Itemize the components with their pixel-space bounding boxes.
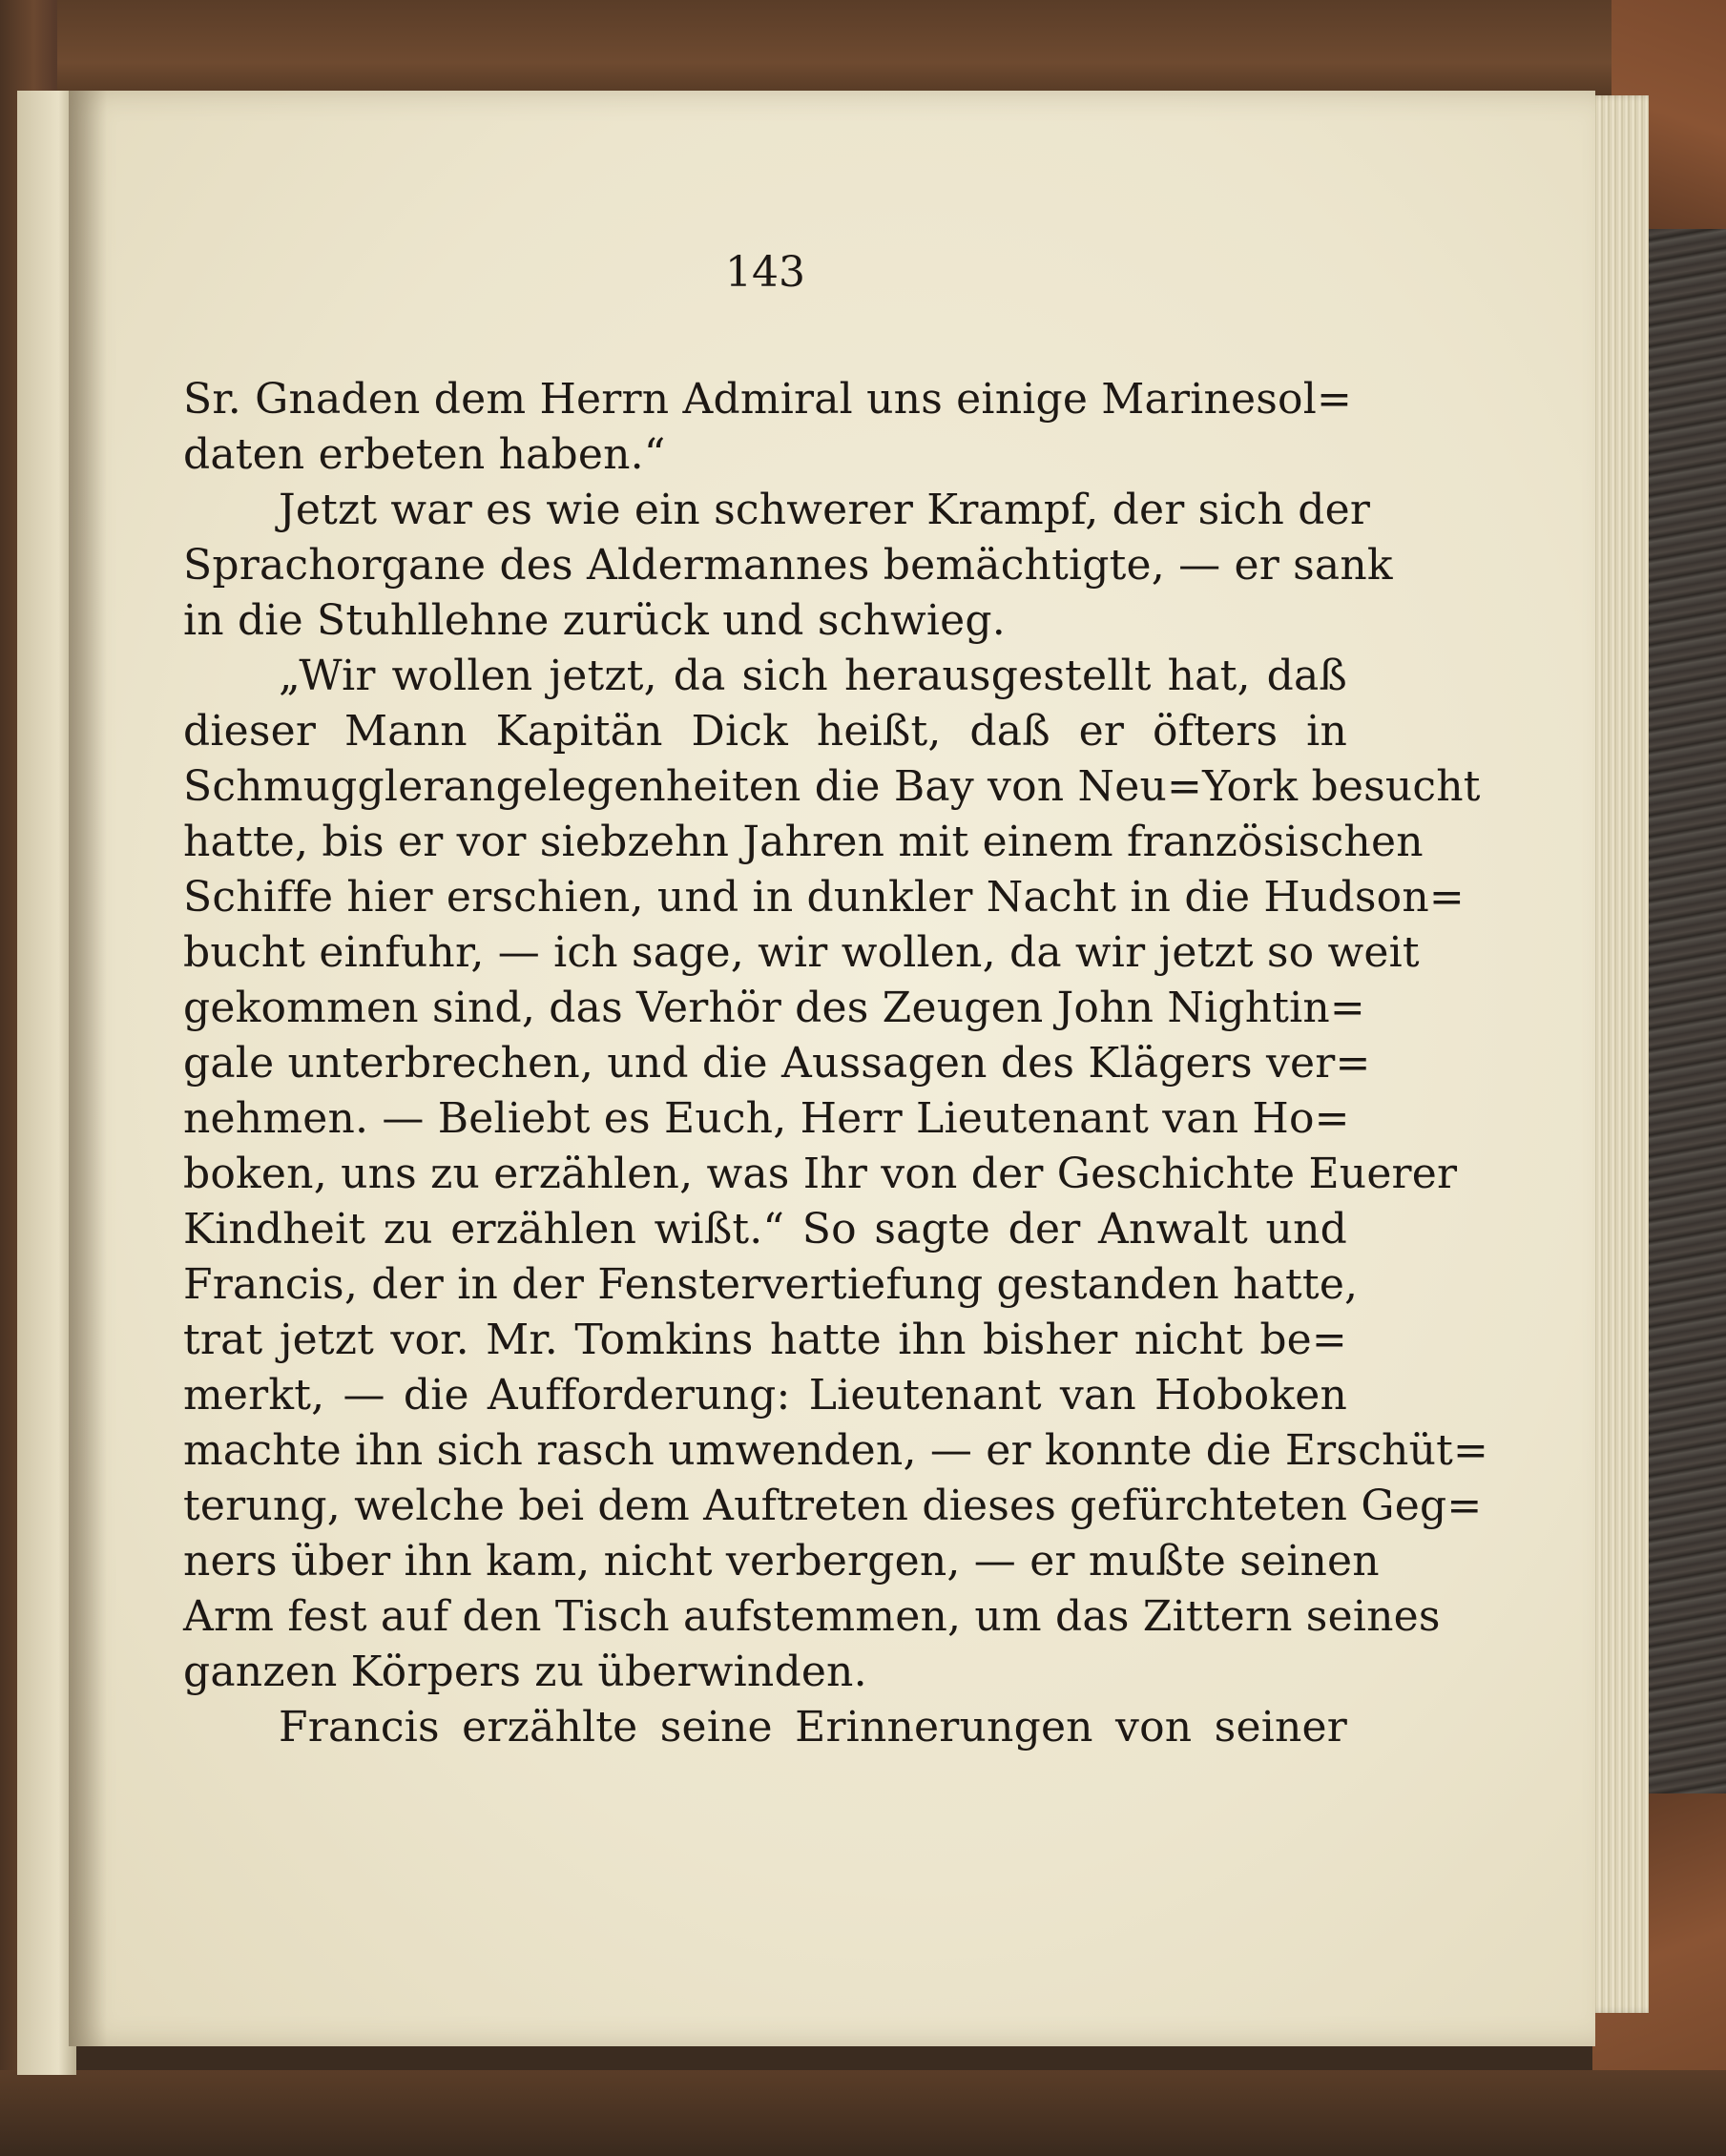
text-line: dieser Mann Kapitän Dick heißt, daß er öfters in (183, 707, 1347, 756)
text-line: Sr. Gnaden dem Herrn Admiral uns einige Marinesol= (183, 375, 1353, 424)
text-line: „Wir wollen jetzt, da sich herausgestellt hat, daß (279, 652, 1347, 700)
previous-page-edge (17, 91, 76, 2075)
text-line: bucht einfuhr, — ich sage, wir wollen, da wir jetzt so weit (183, 928, 1420, 977)
text-line: Kindheit zu erzählen wißt.“ So sagte der Anwalt und (183, 1205, 1347, 1254)
text-line: daten erbeten haben.“ (183, 430, 666, 479)
page-number: 143 (725, 248, 805, 297)
text-line: ners über ihn kam, nicht verbergen, — er mußte seinen (183, 1537, 1380, 1586)
text-line: Schmugglerangelegenheiten die Bay von Neu=York besucht (183, 762, 1481, 811)
text-line: ganzen Körpers zu überwinden. (183, 1648, 867, 1696)
text-line: Arm fest auf den Tisch aufstemmen, um das Zittern seines (183, 1592, 1441, 1641)
book-cover-top (0, 0, 1726, 105)
text-line: terung, welche bei dem Auftreten dieses gefürchteten Geg= (183, 1482, 1483, 1530)
text-line: boken, uns zu erzählen, was Ihr von der Geschichte Euerer (183, 1150, 1458, 1198)
text-line: gale unterbrechen, und die Aussagen des Klägers ver= (183, 1039, 1371, 1088)
gutter-shadow (69, 91, 107, 2046)
text-line: Francis, der in der Fenstervertiefung gestanden hatte, (183, 1260, 1359, 1309)
text-line: machte ihn sich rasch umwenden, — er konnte die Erschüt= (183, 1426, 1489, 1475)
text-line: hatte, bis er vor siebzehn Jahren mit einem französischen (183, 818, 1424, 866)
text-line: gekommen sind, das Verhör des Zeugen John Nightin= (183, 984, 1365, 1032)
text-line: Jetzt war es wie ein schwerer Krampf, der sich der (279, 486, 1371, 534)
text-line: merkt, — die Aufforderung: Lieutenant van Hoboken (183, 1371, 1347, 1420)
book-cover-bottom (0, 2070, 1726, 2156)
text-line: trat jetzt vor. Mr. Tomkins hatte ihn bisher nicht be= (183, 1316, 1347, 1364)
text-line: Francis erzählte seine Erinnerungen von seiner (279, 1703, 1347, 1752)
text-line: nehmen. — Beliebt es Euch, Herr Lieutenant van Ho= (183, 1094, 1350, 1143)
text-line: in die Stuhllehne zurück und schwieg. (183, 596, 1006, 645)
text-line: Sprachorgane des Aldermannes bemächtigte, — er sank (183, 541, 1393, 590)
text-line: Schiffe hier erschien, und in dunkler Nacht in die Hudson= (183, 873, 1465, 922)
